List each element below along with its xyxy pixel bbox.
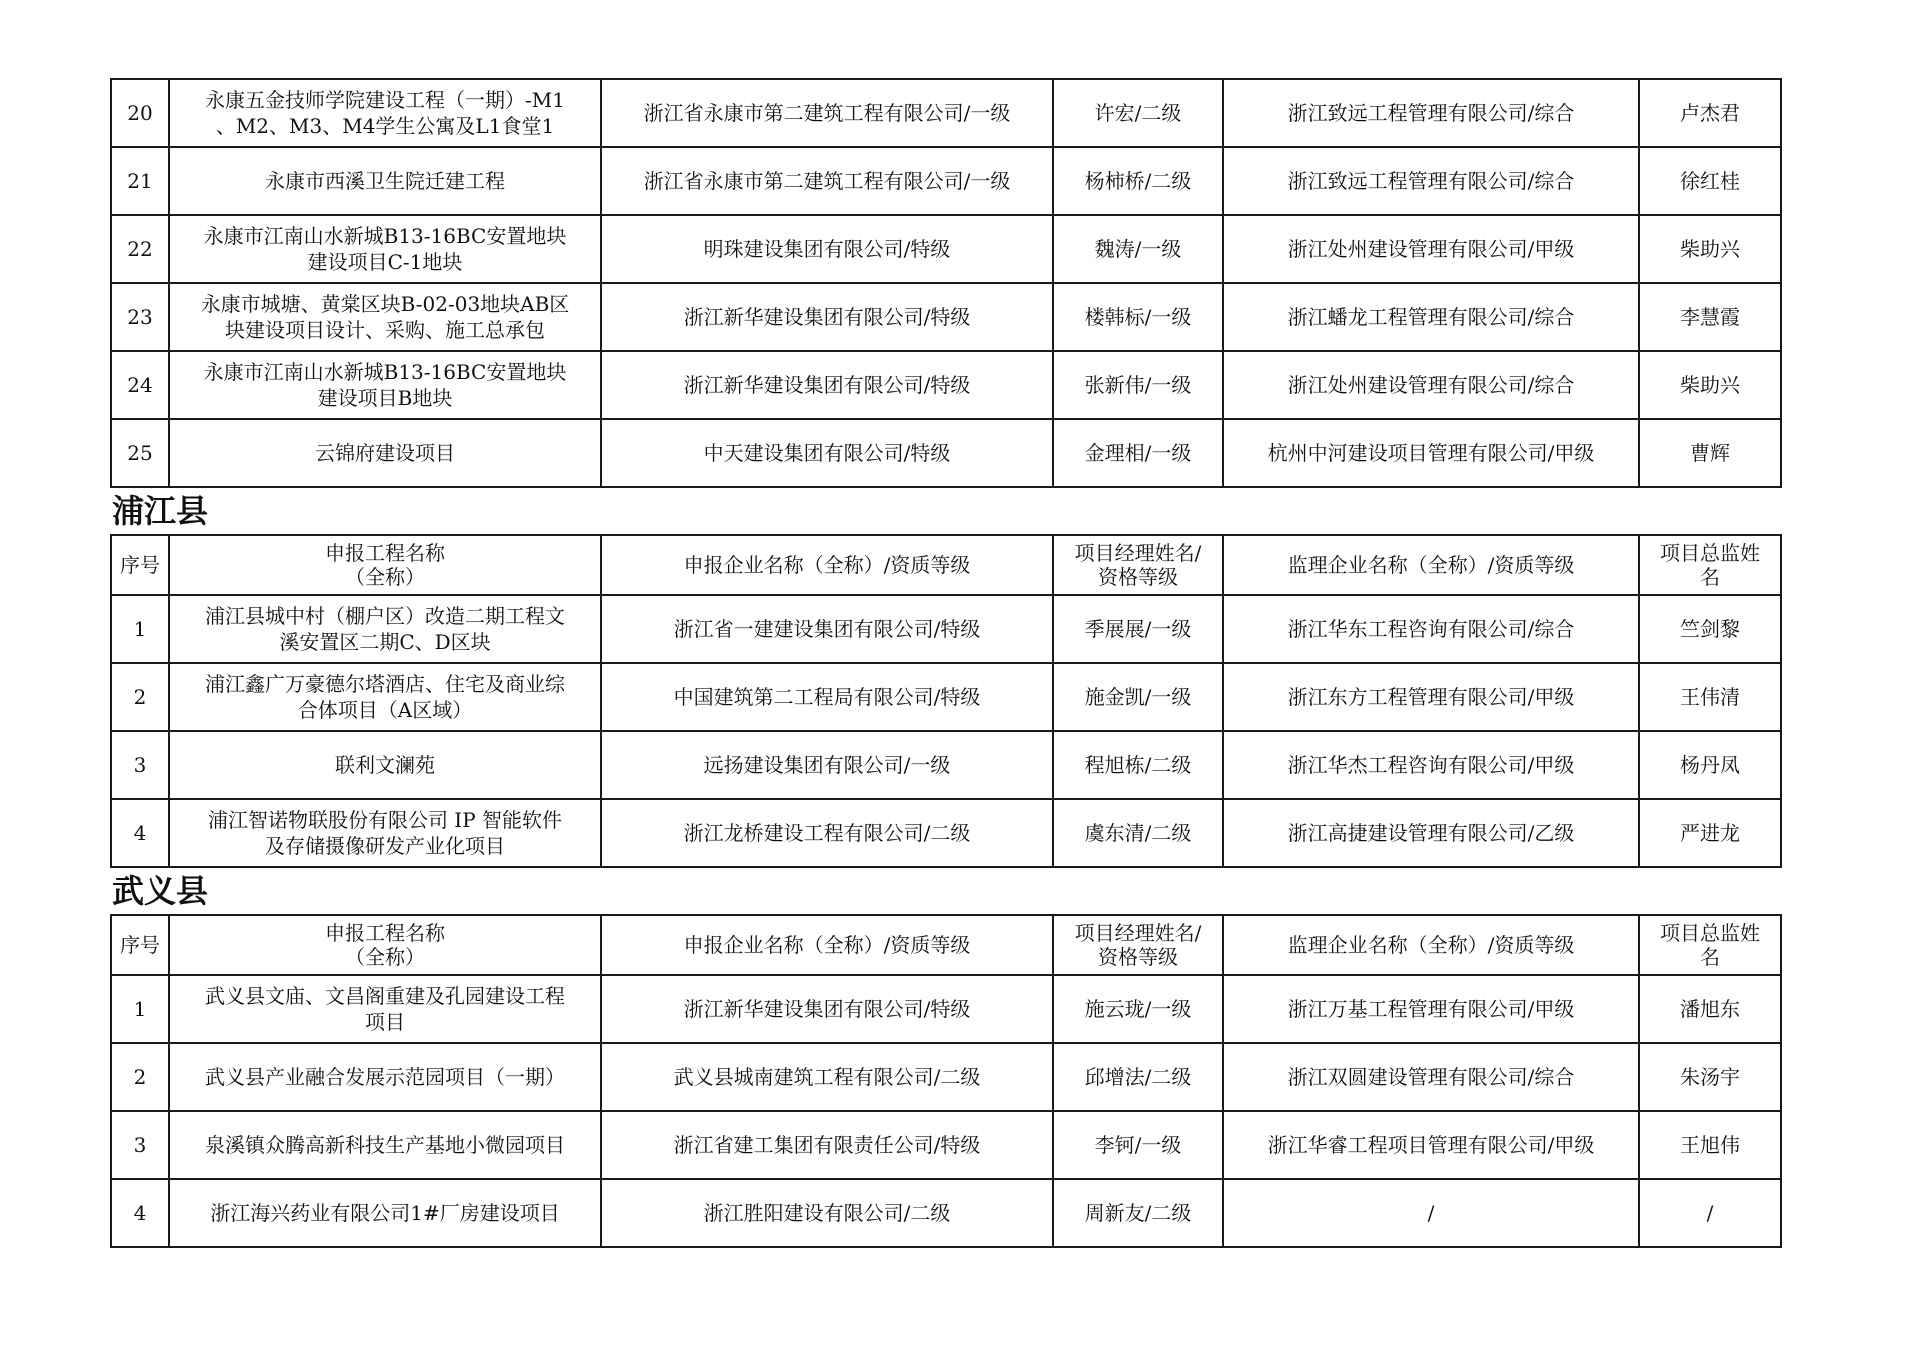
document-page bbox=[110, 78, 1780, 1248]
cell-manager: 施金凯/一级 bbox=[1053, 663, 1223, 731]
cell-company: 武义县城南建筑工程有限公司/二级 bbox=[601, 1043, 1053, 1111]
cell-supervisor-company: 浙江华东工程咨询有限公司/综合 bbox=[1223, 595, 1639, 663]
cell-project: 浙江海兴药业有限公司1#厂房建设项目 bbox=[169, 1179, 601, 1247]
cell-chief-supervisor: 潘旭东 bbox=[1639, 975, 1781, 1043]
cell-seq: 1 bbox=[111, 595, 169, 663]
cell-project: 永康五金技师学院建设工程（一期）-M1 、M2、M3、M4学生公寓及L1食堂1 bbox=[169, 79, 601, 147]
cell-seq: 21 bbox=[111, 147, 169, 215]
cell-supervisor-company: 浙江处州建设管理有限公司/甲级 bbox=[1223, 215, 1639, 283]
cell-manager: 程旭栋/二级 bbox=[1053, 731, 1223, 799]
project-table bbox=[110, 914, 1782, 1248]
project-table bbox=[110, 534, 1782, 868]
cell-chief-supervisor: 李慧霞 bbox=[1639, 283, 1781, 351]
cell-seq: 20 bbox=[111, 79, 169, 147]
section-title: 武义县 bbox=[112, 872, 209, 910]
cell-chief-supervisor: 王伟清 bbox=[1639, 663, 1781, 731]
cell-chief-supervisor: 徐红桂 bbox=[1639, 147, 1781, 215]
cell-seq: 3 bbox=[111, 731, 169, 799]
cell-chief-supervisor: 柴助兴 bbox=[1639, 215, 1781, 283]
cell-chief-supervisor: 卢杰君 bbox=[1639, 79, 1781, 147]
cell-project: 泉溪镇众腾高新科技生产基地小微园项目 bbox=[169, 1111, 601, 1179]
cell-manager: 季展展/一级 bbox=[1053, 595, 1223, 663]
cell-company: 远扬建设集团有限公司/一级 bbox=[601, 731, 1053, 799]
cell-project: 永康市江南山水新城B13-16BC安置地块 建设项目B地块 bbox=[169, 351, 601, 419]
cell-project: 武义县文庙、文昌阁重建及孔园建设工程 项目 bbox=[169, 975, 601, 1043]
cell-company: 浙江新华建设集团有限公司/特级 bbox=[601, 975, 1053, 1043]
cell-company: 浙江省永康市第二建筑工程有限公司/一级 bbox=[601, 79, 1053, 147]
header-manager: 项目经理姓名/ 资格等级 bbox=[1053, 915, 1223, 975]
cell-project: 永康市江南山水新城B13-16BC安置地块 建设项目C-1地块 bbox=[169, 215, 601, 283]
cell-chief-supervisor: 朱汤宇 bbox=[1639, 1043, 1781, 1111]
cell-seq: 1 bbox=[111, 975, 169, 1043]
table-row bbox=[111, 351, 1781, 419]
cell-project: 永康市西溪卫生院迁建工程 bbox=[169, 147, 601, 215]
cell-seq: 24 bbox=[111, 351, 169, 419]
cell-seq: 2 bbox=[111, 1043, 169, 1111]
cell-supervisor-company: 浙江致远工程管理有限公司/综合 bbox=[1223, 147, 1639, 215]
table-row bbox=[111, 1043, 1781, 1111]
cell-project: 浦江县城中村（棚户区）改造二期工程文 溪安置区二期C、D区块 bbox=[169, 595, 601, 663]
table-header-row bbox=[111, 535, 1781, 595]
cell-manager: 邱增法/二级 bbox=[1053, 1043, 1223, 1111]
cell-manager: 金理相/一级 bbox=[1053, 419, 1223, 487]
cell-supervisor-company: / bbox=[1223, 1179, 1639, 1247]
table-row bbox=[111, 79, 1781, 147]
header-manager: 项目经理姓名/ 资格等级 bbox=[1053, 535, 1223, 595]
cell-seq: 23 bbox=[111, 283, 169, 351]
header-supervisor-company: 监理企业名称（全称）/资质等级 bbox=[1223, 535, 1639, 595]
cell-manager: 张新伟/一级 bbox=[1053, 351, 1223, 419]
table-row bbox=[111, 595, 1781, 663]
table-row bbox=[111, 799, 1781, 867]
cell-project: 武义县产业融合发展示范园项目（一期） bbox=[169, 1043, 601, 1111]
cell-company: 浙江新华建设集团有限公司/特级 bbox=[601, 283, 1053, 351]
cell-chief-supervisor: / bbox=[1639, 1179, 1781, 1247]
header-project: 申报工程名称 （全称） bbox=[169, 535, 601, 595]
cell-project: 永康市城塘、黄棠区块B-02-03地块AB区 块建设项目设计、采购、施工总承包 bbox=[169, 283, 601, 351]
header-chief-supervisor: 项目总监姓 名 bbox=[1639, 915, 1781, 975]
table-row bbox=[111, 1111, 1781, 1179]
cell-seq: 4 bbox=[111, 1179, 169, 1247]
cell-supervisor-company: 浙江处州建设管理有限公司/综合 bbox=[1223, 351, 1639, 419]
cell-supervisor-company: 浙江双圆建设管理有限公司/综合 bbox=[1223, 1043, 1639, 1111]
cell-seq: 2 bbox=[111, 663, 169, 731]
cell-supervisor-company: 浙江致远工程管理有限公司/综合 bbox=[1223, 79, 1639, 147]
cell-chief-supervisor: 曹辉 bbox=[1639, 419, 1781, 487]
cell-supervisor-company: 浙江华睿工程项目管理有限公司/甲级 bbox=[1223, 1111, 1639, 1179]
header-company: 申报企业名称（全称）/资质等级 bbox=[601, 915, 1053, 975]
cell-chief-supervisor: 严进龙 bbox=[1639, 799, 1781, 867]
cell-company: 中国建筑第二工程局有限公司/特级 bbox=[601, 663, 1053, 731]
cell-chief-supervisor: 柴助兴 bbox=[1639, 351, 1781, 419]
cell-manager: 周新友/二级 bbox=[1053, 1179, 1223, 1247]
cell-company: 浙江新华建设集团有限公司/特级 bbox=[601, 351, 1053, 419]
cell-company: 浙江胜阳建设有限公司/二级 bbox=[601, 1179, 1053, 1247]
cell-project: 浦江智诺物联股份有限公司 IP 智能软件 及存储摄像研发产业化项目 bbox=[169, 799, 601, 867]
header-seq: 序号 bbox=[111, 915, 169, 975]
cell-project: 云锦府建设项目 bbox=[169, 419, 601, 487]
cell-seq: 22 bbox=[111, 215, 169, 283]
header-supervisor-company: 监理企业名称（全称）/资质等级 bbox=[1223, 915, 1639, 975]
cell-supervisor-company: 浙江东方工程管理有限公司/甲级 bbox=[1223, 663, 1639, 731]
header-company: 申报企业名称（全称）/资质等级 bbox=[601, 535, 1053, 595]
cell-project: 浦江鑫广万豪德尔塔酒店、住宅及商业综 合体项目（A区域） bbox=[169, 663, 601, 731]
cell-company: 明珠建设集团有限公司/特级 bbox=[601, 215, 1053, 283]
cell-chief-supervisor: 杨丹凤 bbox=[1639, 731, 1781, 799]
header-project: 申报工程名称 （全称） bbox=[169, 915, 601, 975]
project-table bbox=[110, 78, 1782, 488]
cell-supervisor-company: 杭州中河建设项目管理有限公司/甲级 bbox=[1223, 419, 1639, 487]
cell-chief-supervisor: 竺剑黎 bbox=[1639, 595, 1781, 663]
table-row bbox=[111, 975, 1781, 1043]
table-row bbox=[111, 419, 1781, 487]
cell-supervisor-company: 浙江高捷建设管理有限公司/乙级 bbox=[1223, 799, 1639, 867]
cell-supervisor-company: 浙江蟠龙工程管理有限公司/综合 bbox=[1223, 283, 1639, 351]
cell-seq: 3 bbox=[111, 1111, 169, 1179]
cell-manager: 楼韩标/一级 bbox=[1053, 283, 1223, 351]
cell-company: 浙江省建工集团有限责任公司/特级 bbox=[601, 1111, 1053, 1179]
table-row bbox=[111, 147, 1781, 215]
table-row bbox=[111, 663, 1781, 731]
cell-company: 浙江省永康市第二建筑工程有限公司/一级 bbox=[601, 147, 1053, 215]
table-row bbox=[111, 1179, 1781, 1247]
table-row bbox=[111, 215, 1781, 283]
section-title: 浦江县 bbox=[112, 492, 209, 530]
cell-manager: 许宏/二级 bbox=[1053, 79, 1223, 147]
cell-chief-supervisor: 王旭伟 bbox=[1639, 1111, 1781, 1179]
cell-manager: 施云珑/一级 bbox=[1053, 975, 1223, 1043]
cell-seq: 4 bbox=[111, 799, 169, 867]
cell-supervisor-company: 浙江华杰工程咨询有限公司/甲级 bbox=[1223, 731, 1639, 799]
table-row bbox=[111, 731, 1781, 799]
cell-manager: 李钶/一级 bbox=[1053, 1111, 1223, 1179]
table-header-row bbox=[111, 915, 1781, 975]
cell-company: 浙江省一建建设集团有限公司/特级 bbox=[601, 595, 1053, 663]
cell-manager: 魏涛/一级 bbox=[1053, 215, 1223, 283]
table-row bbox=[111, 283, 1781, 351]
cell-company: 中天建设集团有限公司/特级 bbox=[601, 419, 1053, 487]
cell-manager: 虞东清/二级 bbox=[1053, 799, 1223, 867]
cell-company: 浙江龙桥建设工程有限公司/二级 bbox=[601, 799, 1053, 867]
cell-manager: 杨柿桥/二级 bbox=[1053, 147, 1223, 215]
header-chief-supervisor: 项目总监姓 名 bbox=[1639, 535, 1781, 595]
cell-project: 联利文澜苑 bbox=[169, 731, 601, 799]
cell-seq: 25 bbox=[111, 419, 169, 487]
cell-supervisor-company: 浙江万基工程管理有限公司/甲级 bbox=[1223, 975, 1639, 1043]
header-seq: 序号 bbox=[111, 535, 169, 595]
